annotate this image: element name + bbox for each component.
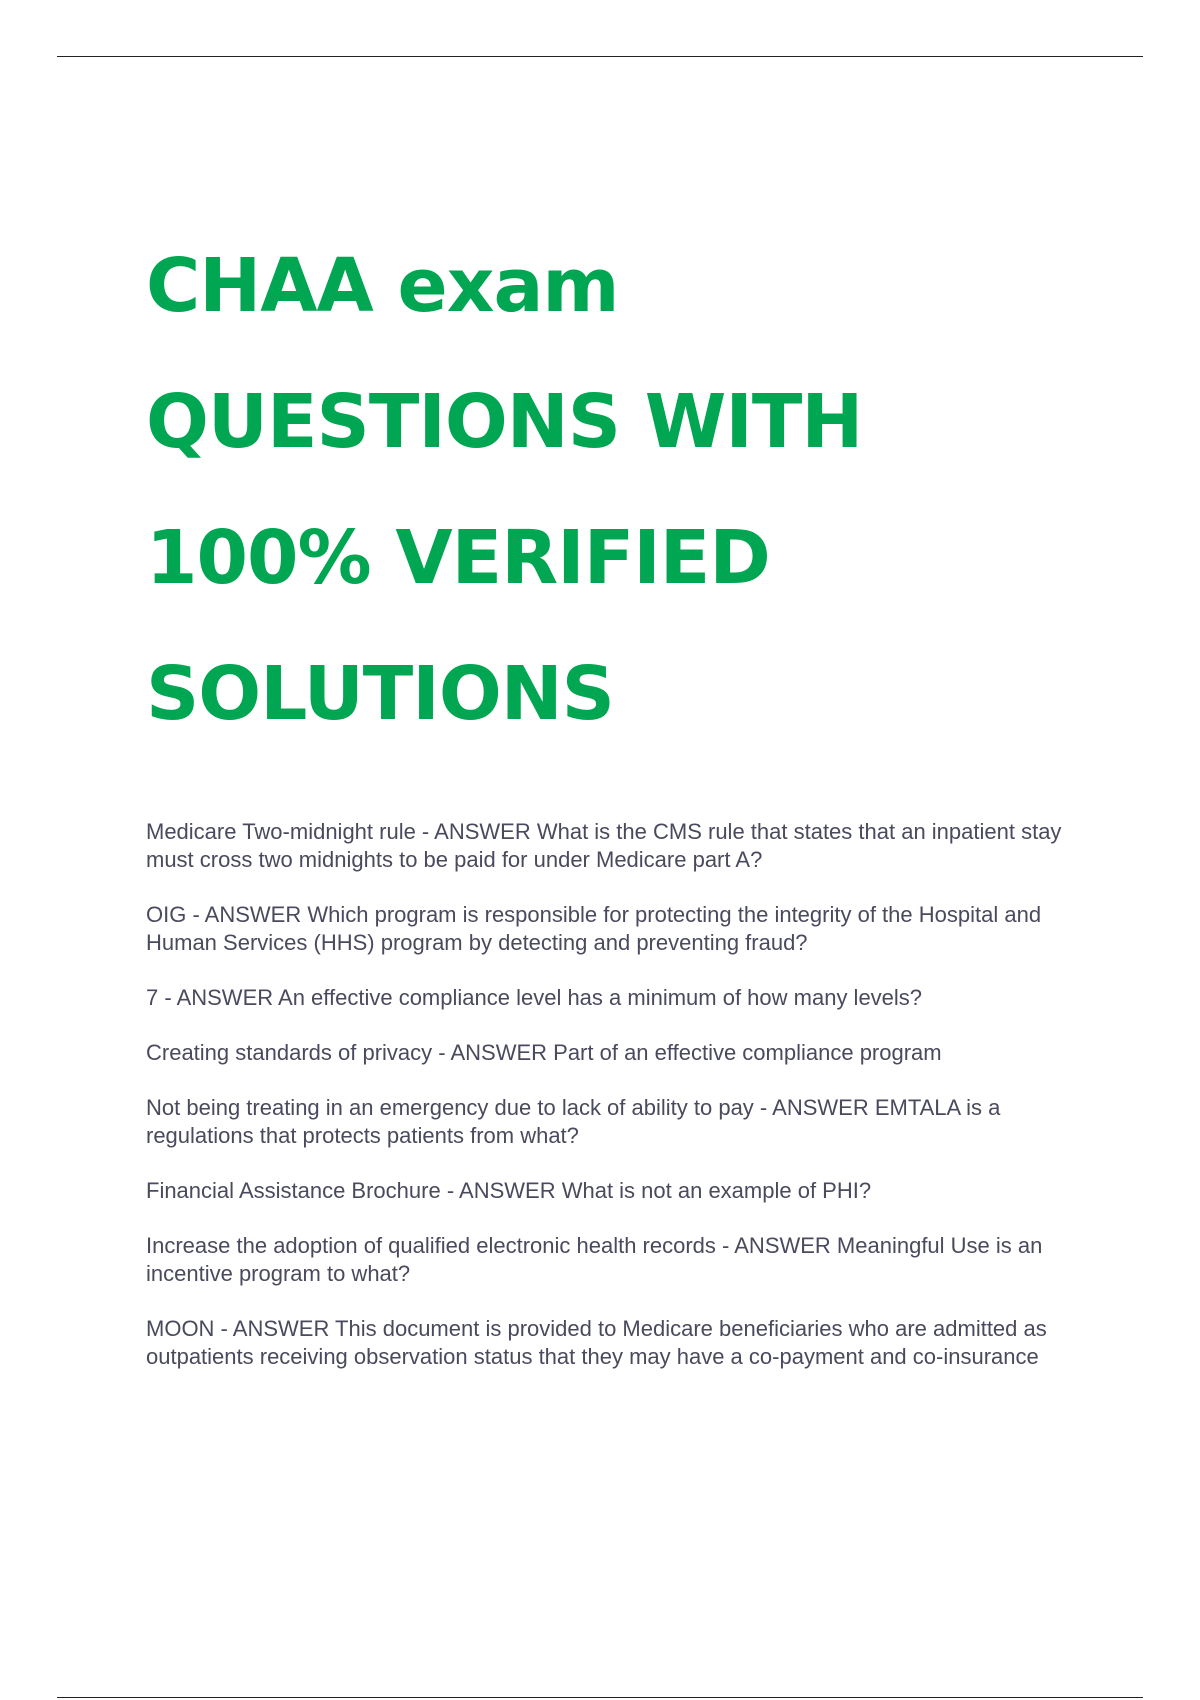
title-line: QUESTIONS WITH xyxy=(146,379,863,465)
qa-item: OIG - ANSWER Which program is responsible for protecting the integrity of the Hospital and Human Services (HHS) program by detecting and preventing fraud? xyxy=(146,902,1042,955)
qa-item: Increase the adoption of qualified electronic health records - ANSWER Meaningful Use is an incentive program to what? xyxy=(146,1233,1043,1286)
qa-item: MOON - ANSWER This document is provided to Medicare beneficiaries who are admitted as outpatients receiving observation status that they may have a co-payment and co-insurance xyxy=(146,1316,1047,1369)
title-line: 100% VERIFIED xyxy=(146,515,770,601)
bottom-rule xyxy=(57,1697,1143,1698)
title-line: SOLUTIONS xyxy=(146,651,614,737)
qa-item: Financial Assistance Brochure - ANSWER What is not an example of PHI? xyxy=(146,1178,872,1203)
top-rule xyxy=(57,56,1143,57)
qa-item: Not being treating in an emergency due to lack of ability to pay - ANSWER EMTALA is a regulations that protects patients from what? xyxy=(146,1095,1001,1148)
qa-item: Medicare Two-midnight rule - ANSWER What is the CMS rule that states that an inpatient stay must cross two midnights to be paid for under Medicare part A? xyxy=(146,819,1062,872)
qa-item: 7 - ANSWER An effective compliance level has a minimum of how many levels? xyxy=(146,985,923,1010)
document-title xyxy=(146,218,1106,762)
title-line: CHAA exam xyxy=(146,243,619,329)
qa-list xyxy=(146,818,1096,1398)
qa-item: Creating standards of privacy - ANSWER Part of an effective compliance program xyxy=(146,1040,942,1065)
